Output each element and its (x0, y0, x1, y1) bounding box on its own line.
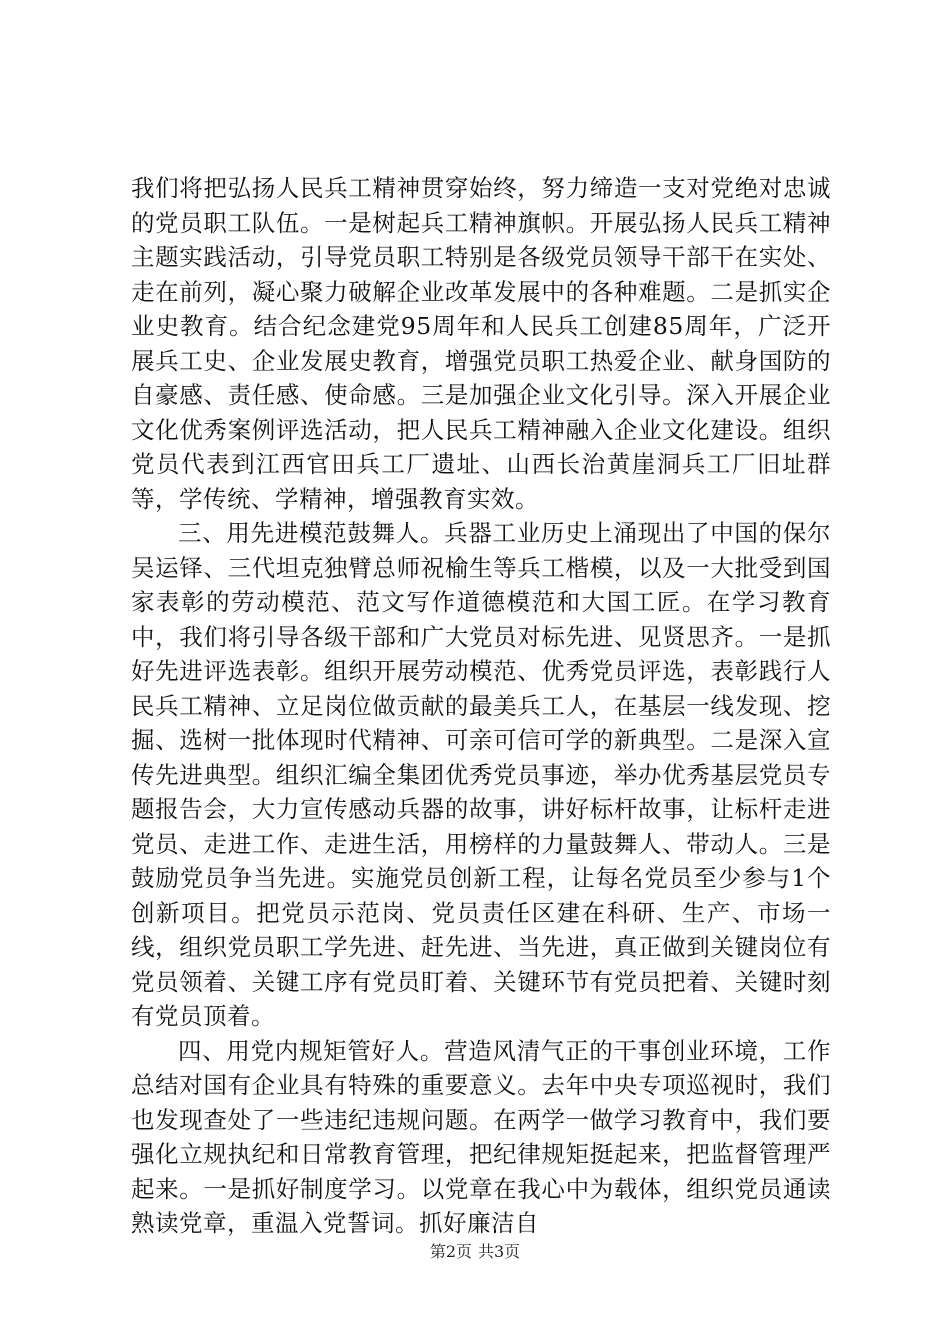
body-text (131, 171, 831, 1241)
paragraph-1: 我们将把弘扬人民兵工精神贯穿始终，努力缔造一支对党绝对忠诚的党员职工队伍。一是树起兵工精神旗帜。开展弘扬人民兵工精神主题实践活动，引导党员职工特别是各级党员领导干部干在实处、走在前列，凝心聚力破解企业改革发展中的各种难题。二是抓实企业史教育。结合纪念建党95周年和人民兵工创建85周年，广泛开展兵工史、企业发展史教育，增强党员职工热爱企业、献身国防的自豪感、责任感、使命感。三是加强企业文化引导。深入开展企业文化优秀案例评选活动，把人民兵工精神融入企业文化建设。组织党员代表到江西官田兵工厂遗址、山西长治黄崖洞兵工厂旧址群等，学传统、学精神，增强教育实效。 (131, 174, 831, 513)
page-total: 共3页 (478, 1242, 521, 1261)
paragraph-3: 四、用党内规矩管好人。营造风清气正的干事创业环境，工作总结对国有企业具有特殊的重要意义。去年中央专项巡视时，我们也发现查处了一些违纪违规问题。在两学一做学习教育中，我们要强化立规执纪和日常教育管理，把纪律规矩挺起来，把监督管理严起来。一是抓好制度学习。以党章在我心中为载体，组织党员通读熟读党章，重温入党誓词。抓好廉洁自 (131, 1036, 831, 1237)
page-footer (0, 1242, 950, 1262)
paragraph-2: 三、用先进模范鼓舞人。兵器工业历史上涌现出了中国的保尔吴运铎、三代坦克独臂总师祝榆生等兵工楷模，以及一大批受到国家表彰的劳动模范、范文写作道德模范和大国工匠。在学习教育中，我们将引导各级干部和广大党员对标先进、见贤思齐。一是抓好先进评选表彰。组织开展劳动模范、优秀党员评选，表彰践行人民兵工精神、立足岗位做贡献的最美兵工人，在基层一线发现、挖掘、选树一批体现时代精神、可亲可信可学的新典型。二是深入宣传先进典型。组织汇编全集团优秀党员事迹，举办优秀基层党员专题报告会，大力宣传感动兵器的故事，讲好标杆故事，让标杆走进党员、走进工作、走进生活，用榜样的力量鼓舞人、带动人。三是鼓励党员争当先进。实施党员创新工程，让每名党员至少参与1个创新项目。把党员示范岗、党员责任区建在科研、生产、市场一线，组织党员职工学先进、赶先进、当先进，真正做到关键岗位有党员领着、关键工序有党员盯着、关键环节有党员把着、关键时刻有党员顶着。 (131, 519, 831, 1030)
page-number: 第2页 (429, 1242, 472, 1261)
